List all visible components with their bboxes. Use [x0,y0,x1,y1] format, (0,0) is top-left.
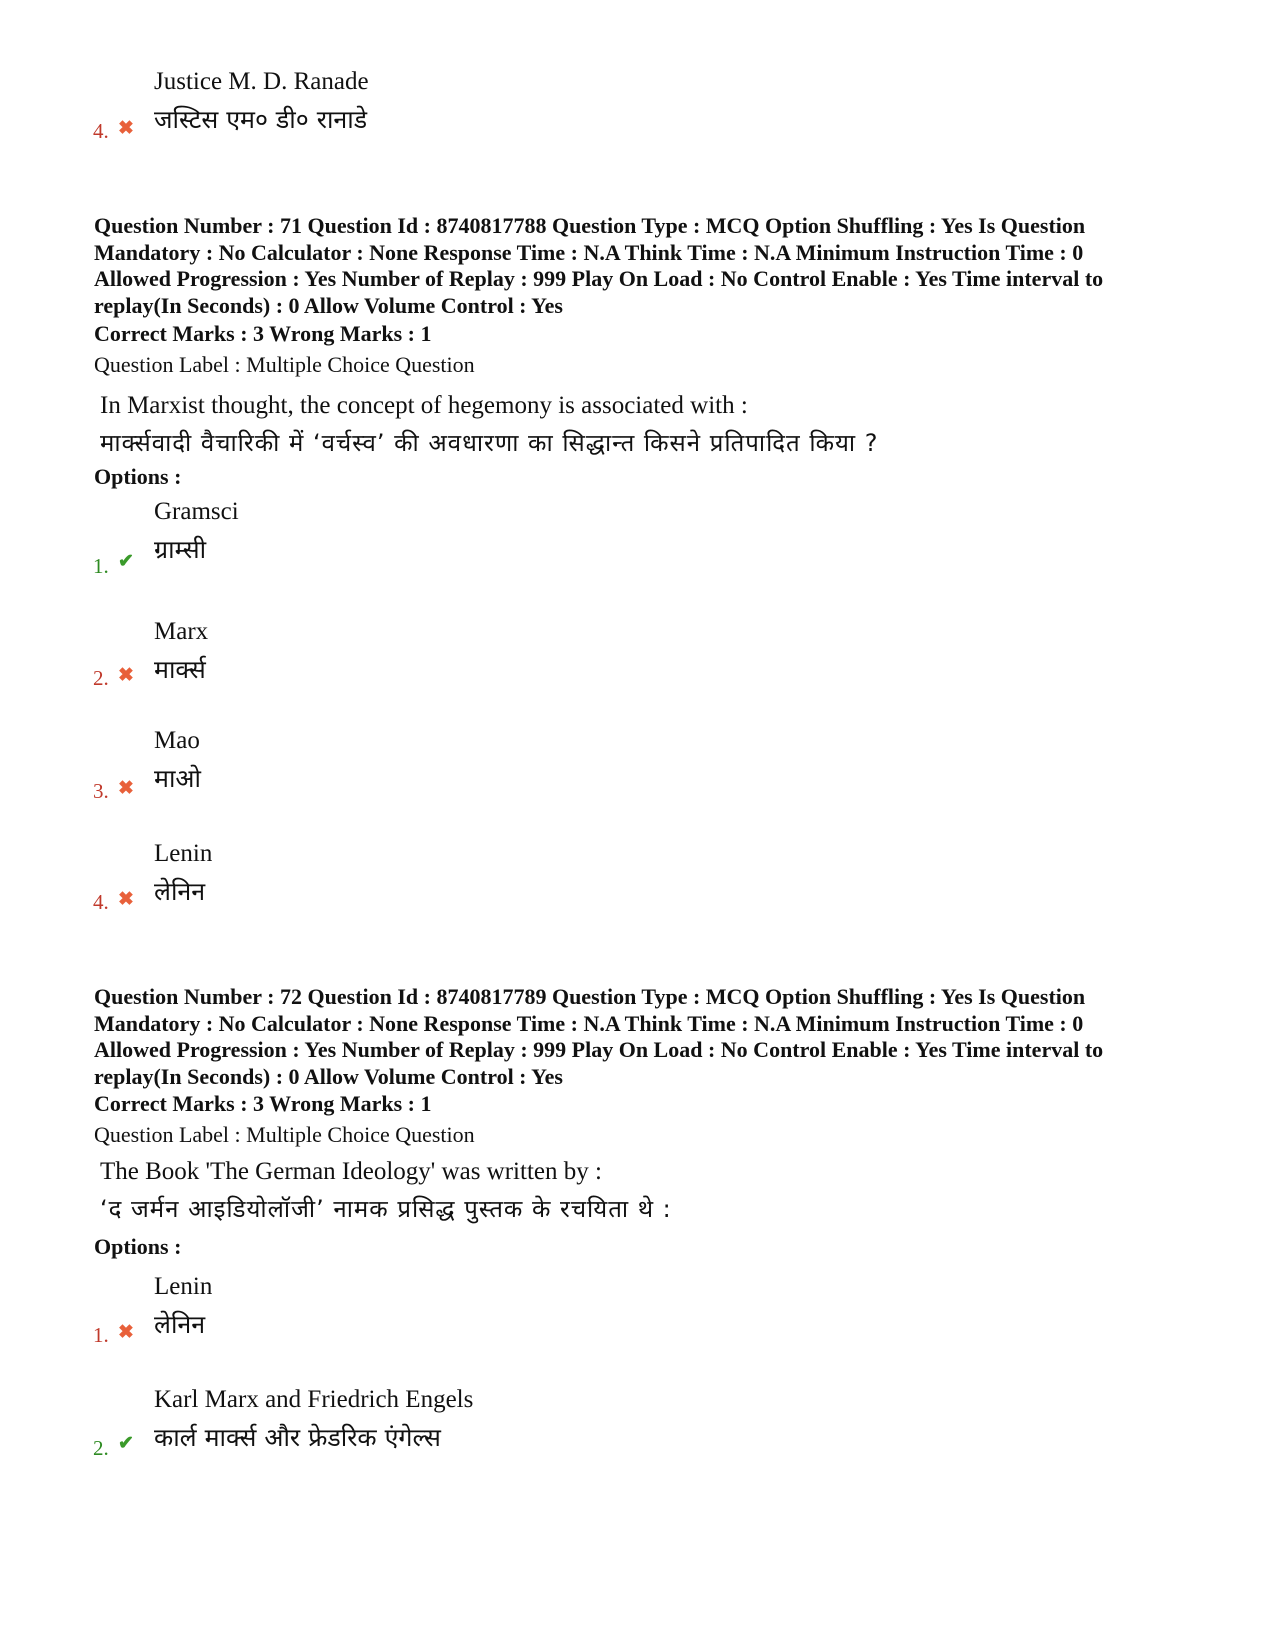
option-text-hi: माओ [154,764,202,793]
option-text-hi: लेनिन [154,1310,206,1339]
option-number: 4. [93,119,109,143]
option-text-en: Gramsci [154,498,239,525]
option-number: 1. [93,1323,109,1347]
question-marks: Correct Marks : 3 Wrong Marks : 1 [94,1091,432,1116]
check-icon: ✔ [118,1433,134,1454]
option-item [0,618,1275,708]
cross-icon: ✖ [118,665,134,686]
option-item [0,68,1275,158]
option-text-en: Justice M. D. Ranade [154,68,369,95]
option-text-hi: जस्टिस एम० डी० रानाडे [154,105,368,134]
option-item [0,1386,1275,1476]
option-text-en: Lenin [154,840,213,867]
option-number: 2. [93,666,109,690]
option-text-hi: कार्ल मार्क्स और फ्रेडरिक एंगेल्स [154,1423,441,1452]
question-label: Question Label : Multiple Choice Question [94,352,475,377]
question-marks: Correct Marks : 3 Wrong Marks : 1 [94,321,432,346]
option-text-hi: ग्राम्सी [154,535,207,564]
question-text-en: The Book 'The German Ideology' was written by : [100,1158,602,1185]
options-header: Options : [94,1234,182,1259]
option-item [0,498,1275,588]
option-item [0,1273,1275,1363]
option-text-en: Mao [154,727,200,754]
check-icon: ✔ [118,551,134,572]
cross-icon: ✖ [118,118,134,139]
option-number: 4. [93,890,109,914]
option-number: 3. [93,779,109,803]
cross-icon: ✖ [118,889,134,910]
option-item [0,727,1275,817]
option-number: 1. [93,554,109,578]
option-text-hi: लेनिन [154,877,206,906]
question-meta: Question Number : 72 Question Id : 8740817789 Question Type : MCQ Option Shuffling : Yes Is Question Mandatory : No Calculator : None Response Time : N.A Think Time : N.A Minimum Instruction Time : 0 Allowed Progression : Yes Number of Replay : 999 Play On Load : No Control Enable : Yes Time interval to replay(In Seconds) : 0 Allow Volume Control : Yes [94,984,1104,1089]
cross-icon: ✖ [118,778,134,799]
question-label: Question Label : Multiple Choice Question [94,1122,475,1147]
option-text-en: Lenin [154,1273,213,1300]
options-header: Options : [94,464,182,489]
cross-icon: ✖ [118,1322,134,1343]
question-meta: Question Number : 71 Question Id : 8740817788 Question Type : MCQ Option Shuffling : Yes Is Question Mandatory : No Calculator : None Response Time : N.A Think Time : N.A Minimum Instruction Time : 0 Allowed Progression : Yes Number of Replay : 999 Play On Load : No Control Enable : Yes Time interval to replay(In Seconds) : 0 Allow Volume Control : Yes [94,213,1104,318]
option-text-hi: मार्क्स [154,655,206,684]
question-text-hi: मार्क्सवादी वैचारिकी में ‘वर्चस्व’ की अवधारणा का सिद्धान्त किसने प्रतिपादित किया ? [100,429,879,457]
question-text-hi: ‘द जर्मन आइडियोलॉजी’ नामक प्रसिद्ध पुस्तक के रचयिता थे : [100,1195,672,1223]
option-item [0,840,1275,930]
question-text-en: In Marxist thought, the concept of hegemony is associated with : [100,392,748,419]
option-text-en: Marx [154,618,209,645]
option-text-en: Karl Marx and Friedrich Engels [154,1386,474,1413]
option-number: 2. [93,1436,109,1460]
